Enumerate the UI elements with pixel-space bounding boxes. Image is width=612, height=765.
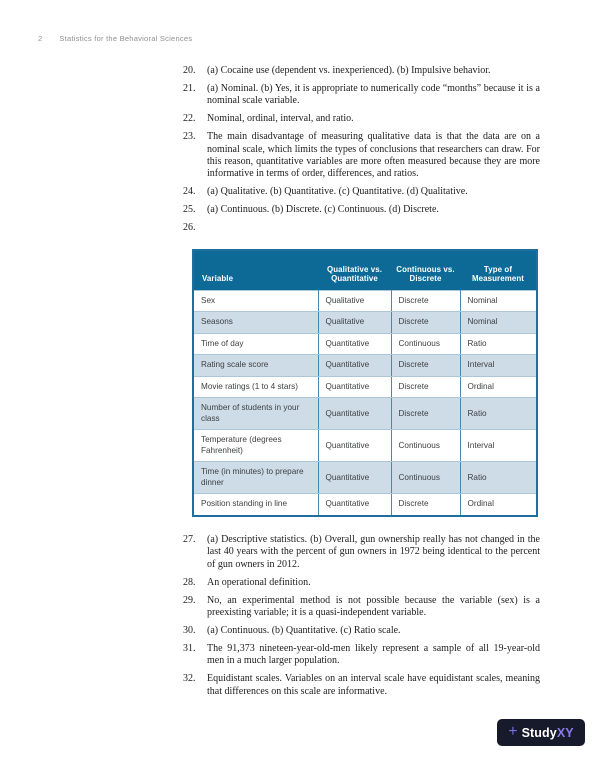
answer-text: (a) Descriptive statistics. (b) Overall, gun ownership really has not changed in the last 40 years with the percent of gun owners in 1972 being identical to the percent of gun owners in 2012. [207,533,540,570]
answer-number: 29. [183,594,196,606]
answer-text: No, an experimental method is not possible because the variable (sex) is a preexisting variable; it is a quasi-independent variable. [207,594,540,618]
table-cell: Qualitative [318,312,391,334]
table-row [193,355,537,377]
answer-text: (a) Continuous. (b) Quantitative. (c) Ratio scale. [207,624,401,636]
table-cell: Nominal [460,312,537,334]
table-cell: Interval [460,355,537,377]
answer-number: 30. [183,624,196,636]
answer-item-26 [183,222,540,234]
table-cell: Quantitative [318,333,391,355]
wordmark-study: Study [521,725,557,740]
table-cell: Nominal [460,290,537,312]
page-number: 2 [38,34,43,43]
table-cell: Ratio [460,398,537,430]
answer-number: 28. [183,576,196,588]
table-cell: Time of day [193,333,318,355]
table-cell: Discrete [391,398,460,430]
table-cell: Ratio [460,333,537,355]
answer-item-20 [183,65,540,77]
answer-item-31 [183,643,540,668]
table-cell: Discrete [391,290,460,312]
table-cell: Ordinal [460,376,537,398]
table-cell: Ratio [460,462,537,494]
table-cell: Number of students in your class [193,398,318,430]
table-cell: Quantitative [318,376,391,398]
table-cell: Ordinal [460,494,537,516]
answer-number: 20. [183,65,196,76]
book-title: Statistics for the Behavioral Sciences [59,34,193,43]
table-cell: Discrete [391,355,460,377]
answer-number: 22. [183,113,196,125]
table-row [193,462,537,494]
answer-item-30 [183,625,540,637]
table-cell: Discrete [391,312,460,334]
column-header-variable: Variable [193,250,318,290]
answer-number: 32. [183,673,196,685]
answer-text [207,222,540,234]
answer-number: 26. [183,222,196,234]
table-row [193,312,537,334]
table-cell: Rating scale score [193,355,318,377]
answer-text: The main disadvantage of measuring qualitative data is that the data are on a nominal scale, which limits the types of conclusions that researchers can draw. For this reason, quantitative variables are more often measured because they are more informative in terms of order, differences, and ratios. [207,131,540,180]
answer-text: (a) Continuous. (b) Discrete. (c) Continuous. (d) Discrete. [207,204,439,216]
answer-text: Equidistant scales. Variables on an interval scale have equidistant scales, meaning that differences on this scale are informative. [207,673,540,697]
table-row [193,430,537,462]
answer-item-23 [183,131,540,181]
studyxy-logo [497,719,585,746]
answer-item-21 [183,83,540,108]
table-cell: Position standing in line [193,494,318,516]
table-cell: Quantitative [318,430,391,462]
table-cell: Discrete [391,494,460,516]
table-cell: Temperature (degrees Fahrenheit) [193,430,318,462]
table-row [193,333,537,355]
answer-text: (a) Cocaine use (dependent vs. inexperienced). (b) Impulsive behavior. [207,65,491,76]
answer-number: 25. [183,204,196,216]
answer-text: (a) Qualitative. (b) Quantitative. (c) Quantitative. (d) Qualitative. [207,186,468,198]
answer-number: 23. [183,131,196,143]
column-header-qual-vs-quant: Qualitative vs. Quantitative [318,250,391,290]
table-cell: Discrete [391,376,460,398]
studyxy-wordmark [522,726,574,740]
table-cell: Quantitative [318,355,391,377]
wordmark-xy: XY [556,725,574,740]
table-cell: Continuous [391,333,460,355]
answer-number: 31. [183,642,196,654]
table-cell: Quantitative [318,462,391,494]
table-cell: Quantitative [318,494,391,516]
answer-number: 21. [183,82,196,94]
column-header-type: Type of Measurement [460,250,537,290]
answer-item-22 [183,113,540,125]
table-row [193,290,537,312]
answer-number: 27. [183,533,196,545]
table-row [193,398,537,430]
table-cell: Sex [193,290,318,312]
table-cell: Continuous [391,430,460,462]
table-cell: Interval [460,430,537,462]
table-cell: Qualitative [318,290,391,312]
table-cell: Continuous [391,462,460,494]
running-head [38,34,192,43]
table-cell: Seasons [193,312,318,334]
table-row [193,376,537,398]
table-cell: Time (in minutes) to prepare dinner [193,462,318,494]
plus-icon: + [508,722,518,740]
table-cell: Quantitative [318,398,391,430]
answer-item-32 [183,673,540,698]
variables-classification-table [192,249,538,517]
column-header-cont-vs-disc: Continuous vs. Discrete [391,250,460,290]
table-cell: Movie ratings (1 to 4 stars) [193,376,318,398]
answer-item-24 [183,186,540,198]
answer-text: (a) Nominal. (b) Yes, it is appropriate to numerically code “months” because it is a nominal scale variable. [207,82,540,107]
table-header-row [193,250,537,290]
answer-number: 24. [183,186,196,198]
table-row [193,494,537,516]
answers-column [183,65,540,703]
answer-text: The 91,373 nineteen-year-old-men likely represent a sample of all 19-year-old men in a much larger population. [207,642,540,667]
answer-item-25 [183,204,540,216]
answer-text: Nominal, ordinal, interval, and ratio. [207,113,354,125]
answer-text: An operational definition. [207,576,311,588]
answer-item-28 [183,577,540,589]
answer-item-29 [183,595,540,620]
answer-item-27 [183,534,540,571]
